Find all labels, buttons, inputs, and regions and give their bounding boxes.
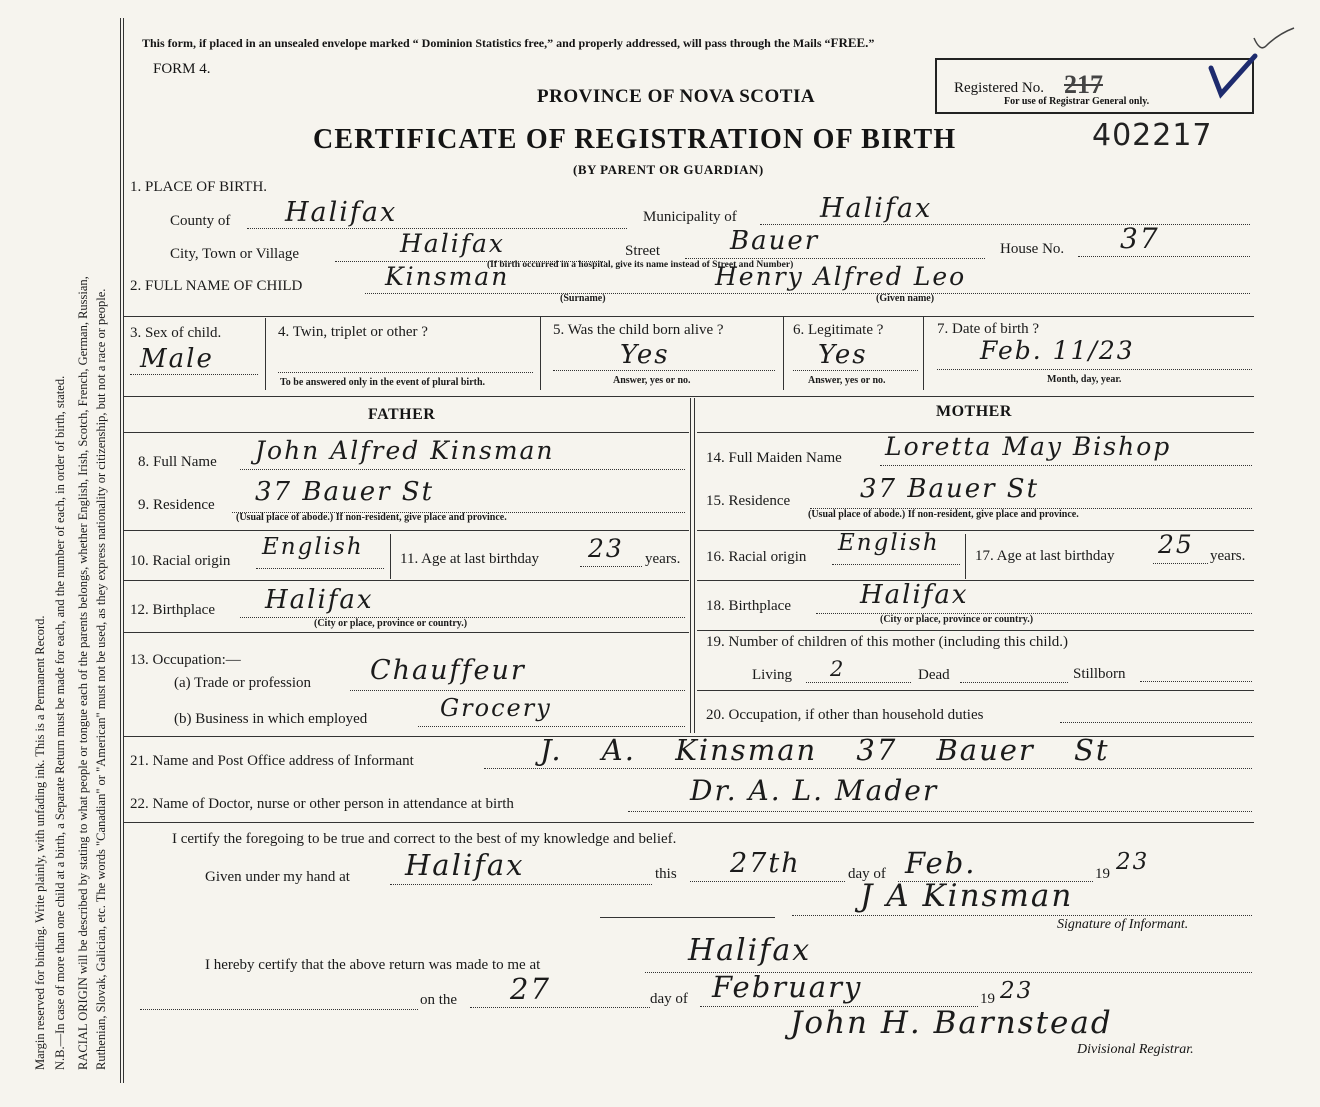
father-residence-value: 37 Bauer St bbox=[255, 477, 435, 507]
dob-label: 7. Date of birth ? bbox=[937, 321, 1040, 337]
given-place-value: Halifax bbox=[405, 848, 525, 882]
certificate-number: 402217 bbox=[1092, 118, 1213, 153]
mother-birthplace-note: (City or place, province or country.) bbox=[880, 614, 1034, 625]
year-prefix: 19 bbox=[1095, 866, 1110, 882]
margin-note-3: RACIAL ORIGIN will be described by stating to what people or tongue each of the parents belongs, whether English, Irish, Scotch, French, German, Russian, bbox=[76, 276, 90, 1070]
father-racial-divider bbox=[390, 534, 391, 579]
divider-row-3 bbox=[124, 316, 1254, 317]
mother-racial-divider bbox=[965, 534, 966, 579]
divider-parents bbox=[124, 396, 1254, 397]
twin-note: To be answered only in the event of plural birth. bbox=[280, 377, 486, 388]
mother-birthplace-label: 18. Birthplace bbox=[706, 598, 791, 614]
day-of-label: day of bbox=[848, 866, 886, 882]
stillborn-line bbox=[1140, 681, 1252, 682]
father-residence-note: (Usual place of abode.) If non-resident, give place and province. bbox=[236, 512, 507, 523]
father-residence-label: 9. Residence bbox=[138, 497, 215, 513]
father-rule-2 bbox=[124, 580, 689, 581]
living-value: 2 bbox=[830, 657, 846, 681]
born-alive-label: 5. Was the child born alive ? bbox=[553, 322, 724, 338]
margin-note-2: N.B.—In case of more than one child at a birth, a Separate Return must be made for each, and the number of each, in order of birth, stated. bbox=[53, 375, 67, 1070]
street-line bbox=[685, 258, 985, 259]
father-heading: FATHER bbox=[368, 406, 436, 423]
mother-years: years. bbox=[1210, 548, 1246, 564]
child-given-name: Henry Alfred Leo bbox=[715, 262, 967, 291]
signature-of-informant-label: Signature of Informant. bbox=[1057, 917, 1189, 932]
living-line bbox=[806, 682, 911, 683]
legitimate-label: 6. Legitimate ? bbox=[793, 322, 884, 338]
children-count-label: 19. Number of children of this mother (including this child.) bbox=[706, 634, 1069, 650]
mother-birthplace-value: Halifax bbox=[860, 580, 969, 610]
registered-label: Registered No. bbox=[954, 80, 1044, 96]
dob-value: Feb. 11/23 bbox=[980, 336, 1135, 365]
father-age-value: 23 bbox=[588, 534, 624, 563]
born-alive-note: Answer, yes or no. bbox=[613, 375, 691, 386]
margin-note-1: Margin reserved for binding. Write plainly, with unfading ink. This is a Permanent Record. bbox=[33, 615, 47, 1070]
margin-note-4: Ruthenian, Slovak, Galician, etc. The words "Canadian" or "American" must not be used, as they express nationality or citizenship, but not a race or people. bbox=[94, 288, 108, 1070]
divider-parents-v bbox=[690, 398, 691, 733]
father-age-line bbox=[580, 566, 642, 567]
signature-short-line bbox=[600, 917, 775, 918]
given-under-label: Given under my hand at bbox=[205, 869, 350, 885]
doctor-value: Dr. A. L. Mader bbox=[690, 774, 939, 807]
municipality-label: Municipality of bbox=[643, 209, 737, 225]
father-racial-label: 10. Racial origin bbox=[130, 553, 231, 569]
business-label: (b) Business in which employed bbox=[174, 711, 368, 727]
municipality-value: Halifax bbox=[820, 193, 933, 224]
city-value: Halifax bbox=[400, 229, 505, 258]
mother-occupation-line bbox=[1060, 722, 1252, 723]
given-place-line bbox=[390, 884, 652, 885]
month-value: Feb. bbox=[905, 846, 977, 880]
divider-v-3 bbox=[783, 316, 784, 390]
trade-value: Chauffeur bbox=[370, 655, 526, 686]
mother-residence-value: 37 Bauer St bbox=[860, 474, 1040, 504]
mother-racial-value: English bbox=[838, 530, 940, 556]
county-value: Halifax bbox=[285, 197, 398, 228]
business-line bbox=[418, 726, 685, 727]
father-racial-value: English bbox=[262, 534, 364, 560]
mother-residence-note: (Usual place of abode.) If non-resident, give place and province. bbox=[808, 509, 1079, 520]
house-number-label: House No. bbox=[1000, 241, 1065, 257]
hospital-note: (If birth occurred in a hospital, give its name instead of Street and Number) bbox=[487, 260, 794, 270]
sex-label: 3. Sex of child. bbox=[130, 325, 222, 341]
mother-name-label: 14. Full Maiden Name bbox=[706, 450, 842, 466]
mother-age-line bbox=[1153, 563, 1208, 564]
mother-occupation-label: 20. Occupation, if other than household duties bbox=[706, 707, 984, 723]
occupation-label: 13. Occupation:— bbox=[130, 652, 241, 668]
divider-parents-v-2 bbox=[694, 398, 695, 733]
mother-heading: MOTHER bbox=[936, 403, 1012, 420]
mother-residence-label: 15. Residence bbox=[706, 493, 791, 509]
return-year-prefix: 19 bbox=[980, 991, 995, 1007]
legitimate-line bbox=[793, 370, 918, 371]
day-line bbox=[690, 881, 845, 882]
dob-note: Month, day, year. bbox=[1047, 374, 1122, 385]
divider-v-4 bbox=[923, 316, 924, 390]
doctor-line bbox=[628, 811, 1252, 812]
house-number-value: 37 bbox=[1120, 222, 1160, 255]
certificate-subtitle: (BY PARENT OR GUARDIAN) bbox=[573, 162, 764, 177]
legitimate-value: Yes bbox=[818, 340, 868, 370]
form-number: FORM 4. bbox=[153, 61, 211, 77]
left-border-line-2 bbox=[123, 18, 124, 1083]
sex-value: Male bbox=[140, 344, 214, 374]
father-name-line bbox=[240, 469, 685, 470]
father-birthplace-value: Halifax bbox=[265, 585, 374, 615]
pencil-check-icon bbox=[1250, 24, 1300, 54]
stillborn-label: Stillborn bbox=[1073, 666, 1126, 682]
on-the-lead-line bbox=[140, 1009, 418, 1010]
twin-label: 4. Twin, triplet or other ? bbox=[278, 324, 428, 340]
on-the-label: on the bbox=[420, 992, 458, 1008]
postal-note: This form, if placed in an unsealed envelope marked “ Dominion Statistics free,” and properly addressed, will pass through the Mails “FREE.” bbox=[142, 35, 875, 50]
born-alive-line bbox=[553, 370, 775, 371]
dob-line bbox=[937, 369, 1252, 370]
informant-signature: J A Kinsman bbox=[860, 878, 1074, 914]
child-name-line bbox=[365, 293, 1250, 294]
father-racial-line bbox=[256, 568, 384, 569]
registered-box bbox=[935, 58, 1254, 114]
father-years: years. bbox=[645, 551, 681, 567]
year-suffix: 23 bbox=[1116, 849, 1150, 875]
informant-label: 21. Name and Post Office address of Informant bbox=[130, 753, 414, 769]
street-value: Bauer bbox=[730, 226, 820, 256]
place-of-birth-label: 1. PLACE OF BIRTH. bbox=[130, 179, 268, 195]
mother-rule-3 bbox=[697, 630, 1254, 631]
business-value: Grocery bbox=[440, 694, 552, 722]
return-month-value: February bbox=[712, 970, 863, 1004]
divisional-registrar-label: Divisional Registrar. bbox=[1077, 1042, 1194, 1057]
father-age-label: 11. Age at last birthday bbox=[400, 551, 539, 567]
mother-rule-2 bbox=[697, 580, 1254, 581]
mother-racial-label: 16. Racial origin bbox=[706, 549, 807, 565]
left-border-line bbox=[120, 18, 121, 1083]
this-label: this bbox=[655, 866, 677, 882]
return-label: I hereby certify that the above return was made to me at bbox=[205, 957, 541, 973]
child-name-label: 2. FULL NAME OF CHILD bbox=[130, 278, 303, 294]
municipality-line bbox=[760, 224, 1250, 225]
dead-line bbox=[960, 682, 1068, 683]
trade-label: (a) Trade or profession bbox=[174, 675, 312, 691]
dead-label: Dead bbox=[918, 667, 950, 683]
certificate-title: CERTIFICATE OF REGISTRATION OF BIRTH bbox=[313, 124, 957, 155]
street-label: Street bbox=[625, 243, 660, 259]
check-mark-icon bbox=[1203, 52, 1263, 102]
mother-name-line bbox=[880, 465, 1252, 466]
doctor-label: 22. Name of Doctor, nurse or other person in attendance at birth bbox=[130, 796, 514, 812]
divider-v-1 bbox=[265, 318, 266, 390]
return-place-value: Halifax bbox=[688, 933, 812, 968]
signature-line bbox=[792, 915, 1252, 916]
registrar-use-note: For use of Registrar General only. bbox=[1004, 96, 1150, 107]
father-name-label: 8. Full Name bbox=[138, 454, 217, 470]
father-heading-rule bbox=[124, 432, 689, 433]
trade-line bbox=[350, 690, 685, 691]
return-day-of-label: day of bbox=[650, 991, 688, 1007]
margin-notes bbox=[30, 10, 120, 1090]
father-name-value: John Alfred Kinsman bbox=[255, 436, 555, 465]
surname-note: (Surname) bbox=[560, 293, 606, 304]
father-rule-3 bbox=[124, 632, 689, 633]
certify-statement: I certify the foregoing to be true and correct to the best of my knowledge and belief. bbox=[172, 831, 677, 847]
father-birthplace-label: 12. Birthplace bbox=[130, 602, 215, 618]
mother-age-label: 17. Age at last birthday bbox=[975, 548, 1115, 564]
living-label: Living bbox=[752, 667, 792, 683]
mother-age-value: 25 bbox=[1158, 530, 1194, 559]
return-day-line bbox=[470, 1007, 650, 1008]
father-birthplace-note: (City or place, province or country.) bbox=[314, 618, 468, 629]
informant-value: J. A. Kinsman 37 Bauer St bbox=[540, 733, 1110, 767]
return-year-suffix: 23 bbox=[1000, 978, 1034, 1004]
legitimate-note: Answer, yes or no. bbox=[808, 375, 886, 386]
twin-line bbox=[278, 372, 533, 373]
registrar-signature: John H. Barnstead bbox=[790, 1005, 1113, 1041]
mother-rule-4 bbox=[697, 690, 1254, 691]
house-number-line bbox=[1078, 256, 1250, 257]
child-surname: Kinsman bbox=[385, 262, 510, 291]
divider-certification bbox=[124, 822, 1254, 823]
sex-line bbox=[130, 374, 258, 375]
father-rule-1 bbox=[124, 530, 689, 531]
day-value: 27th bbox=[730, 848, 801, 879]
province-heading: PROVINCE OF NOVA SCOTIA bbox=[537, 86, 816, 107]
city-label: City, Town or Village bbox=[170, 246, 300, 262]
county-label: County of bbox=[170, 213, 231, 229]
divider-v-2 bbox=[540, 316, 541, 390]
born-alive-value: Yes bbox=[620, 340, 670, 370]
registered-number: 217 bbox=[1064, 70, 1103, 99]
return-day-value: 27 bbox=[510, 972, 551, 1006]
given-name-note: (Given name) bbox=[876, 293, 935, 304]
mother-racial-line bbox=[832, 564, 960, 565]
informant-line bbox=[484, 768, 1252, 769]
mother-name-value: Loretta May Bishop bbox=[885, 432, 1172, 461]
